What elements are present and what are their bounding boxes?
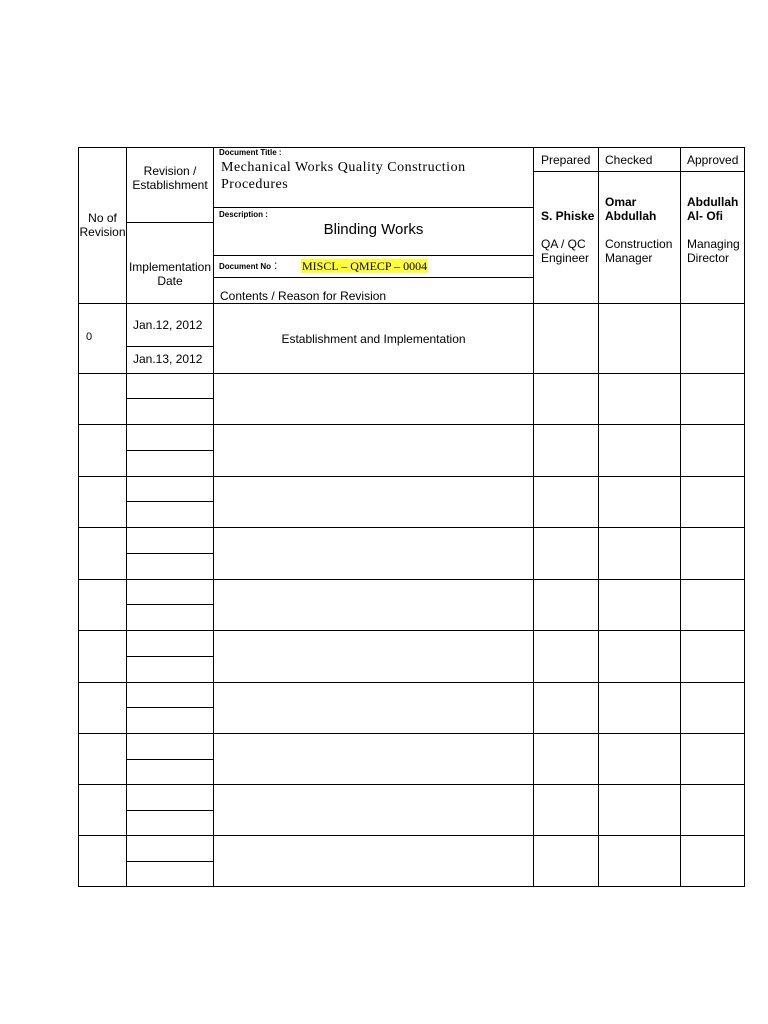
document-title: Mechanical Works Quality Construction Procedures xyxy=(221,160,466,192)
document-title-label: Document Title : xyxy=(219,148,282,157)
prepared-header: Prepared xyxy=(541,153,591,167)
checked-role: Construction Manager xyxy=(605,237,673,266)
document-no-label: Document No xyxy=(219,262,271,271)
revision-establishment-header: Revision / Establishment xyxy=(132,164,208,193)
prepared-name: S. Phiske xyxy=(541,209,595,223)
approved-role: Managing Director xyxy=(687,237,740,266)
implementation-date: Jan.13, 2012 xyxy=(133,352,203,366)
checked-header: Checked xyxy=(605,153,653,167)
revision-date: Jan.12, 2012 xyxy=(133,318,203,332)
checked-name: Omar Abdullah xyxy=(605,195,657,224)
implementation-date-header: Implementation Date xyxy=(128,260,212,289)
contents-reason-header: Contents / Reason for Revision xyxy=(220,289,387,303)
prepared-role: QA / QC Engineer xyxy=(541,237,590,266)
approved-header: Approved xyxy=(687,153,739,167)
description-label: Description : xyxy=(219,210,268,219)
description-value: Blinding Works xyxy=(323,221,424,238)
document-no-value: MISCL – QMECP – 0004 xyxy=(302,259,428,273)
document-no-colon: : xyxy=(274,258,278,272)
revision-contents: Establishment and Implementation xyxy=(281,332,466,346)
revision-number: 0 xyxy=(86,331,93,343)
approved-name: Abdullah Al- Ofi xyxy=(687,195,739,224)
no-of-revision-header: No of Revision xyxy=(79,211,126,240)
